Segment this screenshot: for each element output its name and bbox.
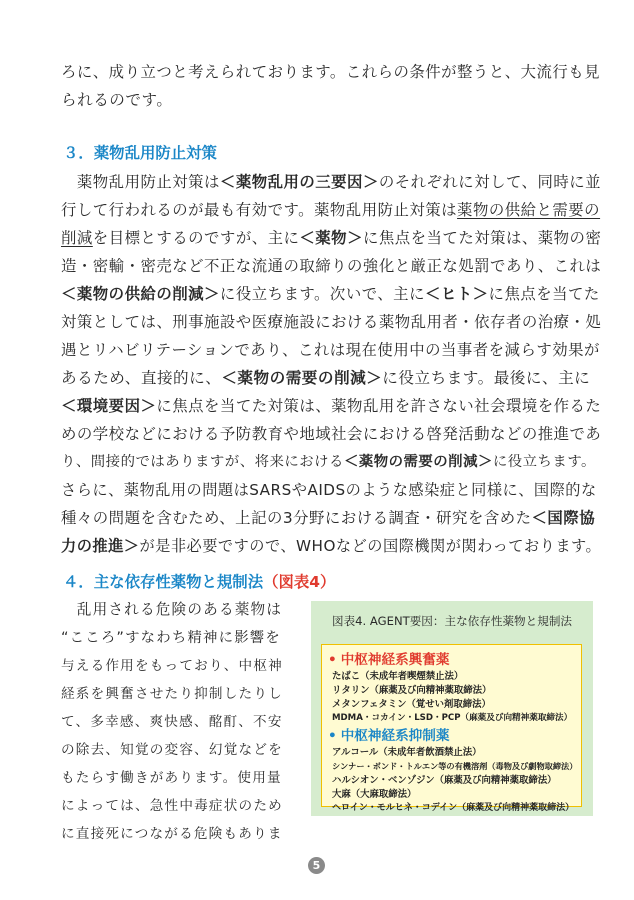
emphasis-span: 力の推進＞: [61, 537, 140, 555]
drug-item: 大麻（大麻取締法）: [332, 789, 417, 800]
paragraph-line: めの学校などにおける予防教育や地域社会における啓発活動などの推進であ: [61, 425, 602, 443]
text-span: 種々の問題を含むため、上記の3分野における調査・研究を含めた: [61, 509, 532, 527]
emphasis-span: ＜ヒト＞: [424, 285, 489, 303]
drug-item: メタンフェタミン（覚せい剤取締法）: [332, 699, 491, 710]
section-3-heading: ３．薬物乱用防止対策: [63, 144, 217, 162]
text-span: を目標とするのですが、主に: [92, 229, 300, 247]
drug-item: ヘロイン・モルヒネ・コデイン（麻薬及び向精神薬取締法）: [332, 803, 575, 813]
text-span: り、間接的ではありますが、将来における: [61, 454, 344, 470]
category-stimulants: [328, 651, 449, 669]
text-span: 薬物乱用防止対策は: [61, 173, 220, 191]
paragraph-line: [61, 396, 601, 416]
figure-4-box: [311, 601, 593, 816]
drug-item: リタリン（麻薬及び向精神薬取締法）: [332, 685, 492, 696]
bullet-icon: •: [328, 728, 337, 744]
paragraph-line: 遇とリハビリテーションであり、これは現在使用中の当事者を減らす効果が: [61, 341, 600, 359]
column-line: て、多幸感、爽快感、酩酊、不安: [61, 714, 283, 730]
drug-item: たばこ（未成年者喫煙禁止法）: [332, 671, 464, 682]
figure-content-panel: [321, 644, 582, 813]
paragraph-line: さらに、薬物乱用の問題はSARSやAIDSのような感染症と同様に、国際的な: [61, 481, 597, 499]
page-number: 5: [308, 857, 325, 874]
column-line: もたらす働きがあります。使用量: [61, 770, 282, 786]
category-label: 中枢神経系抑制薬: [340, 728, 450, 744]
intro-line-1: ろに、成り立つと考えられております。これらの条件が整うと、大流行も見: [61, 63, 601, 81]
emphasis-span: ＜薬物乱用の三要因＞: [219, 173, 379, 191]
drug-item: ハルシオン・ベンゾジン（麻薬及び向精神薬取締法）: [332, 775, 557, 786]
underlined-span: 削減: [61, 229, 93, 247]
column-line: に直接死につながる危険もありま: [61, 826, 283, 842]
column-line: 乱用される危険のある薬物は: [61, 601, 283, 618]
column-line: 与える作用をもっており、中枢神: [61, 658, 283, 674]
text-span: に焦点を当てた: [488, 285, 600, 303]
emphasis-span: ＜環境要因＞: [61, 397, 157, 415]
paragraph-line: [61, 452, 601, 472]
column-line: によっては、急性中毒症状のため: [61, 798, 283, 814]
category-depressants: [328, 727, 449, 745]
text-span: が是非必要ですので、WHOなどの国際機関が関わっております。: [139, 537, 602, 555]
drug-item: MDMA・コカイン・LSD・PCP（麻薬及び向精神薬取締法）: [332, 713, 573, 723]
emphasis-span: ＜薬物の供給の削減＞: [61, 285, 220, 303]
underlined-span: 薬物の供給と需要の: [457, 201, 601, 219]
paragraph-line: [61, 368, 601, 388]
text-span: のそれぞれに対して、同時に並: [378, 173, 602, 191]
text-span: あるため、直接的に、: [61, 369, 222, 387]
heading-text: ４．主な依存性薬物と規制法: [63, 573, 264, 591]
column-line: “こころ”すなわち精神に影響を: [61, 630, 281, 646]
emphasis-span: ＜国際協: [531, 509, 596, 527]
category-label: 中枢神経系興奮薬: [340, 652, 450, 668]
text-span: に焦点を当てた対策は、薬物乱用を許さない社会環境を作るた: [156, 397, 602, 415]
emphasis-span: ＜薬物の需要の削減＞: [221, 369, 383, 387]
paragraph-line: [61, 172, 601, 192]
paragraph-line: [61, 228, 601, 248]
paragraph-line: [61, 536, 601, 556]
text-span: に役立ちます。次いで、主に: [219, 285, 425, 303]
text-span: に役立ちます。最後に、主に: [382, 369, 591, 387]
paragraph-line: [61, 200, 601, 220]
paragraph-line: 造・密輸・密売など不正な流通の取締りの強化と厳正な処罰であり、これは: [61, 257, 602, 275]
intro-line-2: られるのです。: [61, 91, 173, 109]
paragraph-line: [61, 508, 601, 528]
emphasis-span: ＜薬物の需要の削減＞: [343, 454, 493, 470]
figure-reference: （図表4）: [263, 573, 336, 591]
text-span: に焦点を当てた対策は、薬物の密: [362, 229, 602, 247]
paragraph-line: [61, 284, 601, 304]
paragraph-line: 対策としては、刑事施設や医療施設における薬物乱用者・依存者の治療・処: [61, 313, 602, 331]
text-span: 行して行われるのが最も有効です。薬物乱用防止対策は: [61, 201, 458, 219]
text-span: に役立ちます。: [492, 454, 596, 470]
emphasis-span: ＜薬物＞: [299, 229, 363, 247]
drug-item: シンナー・ボンド・トルエン等の有機溶剤（毒物及び劇物取締法）: [332, 761, 578, 771]
drug-item: アルコール（未成年者飲酒禁止法）: [332, 747, 482, 758]
section-4-heading: [63, 572, 335, 592]
column-line: の除去、知覚の変容、幻覚などを: [61, 742, 283, 758]
figure-title: 図表4. AGENT要因：主な依存性薬物と規制法: [331, 614, 573, 628]
column-line: 経系を興奮させたり抑制したりし: [61, 686, 283, 702]
bullet-icon: •: [328, 652, 337, 668]
